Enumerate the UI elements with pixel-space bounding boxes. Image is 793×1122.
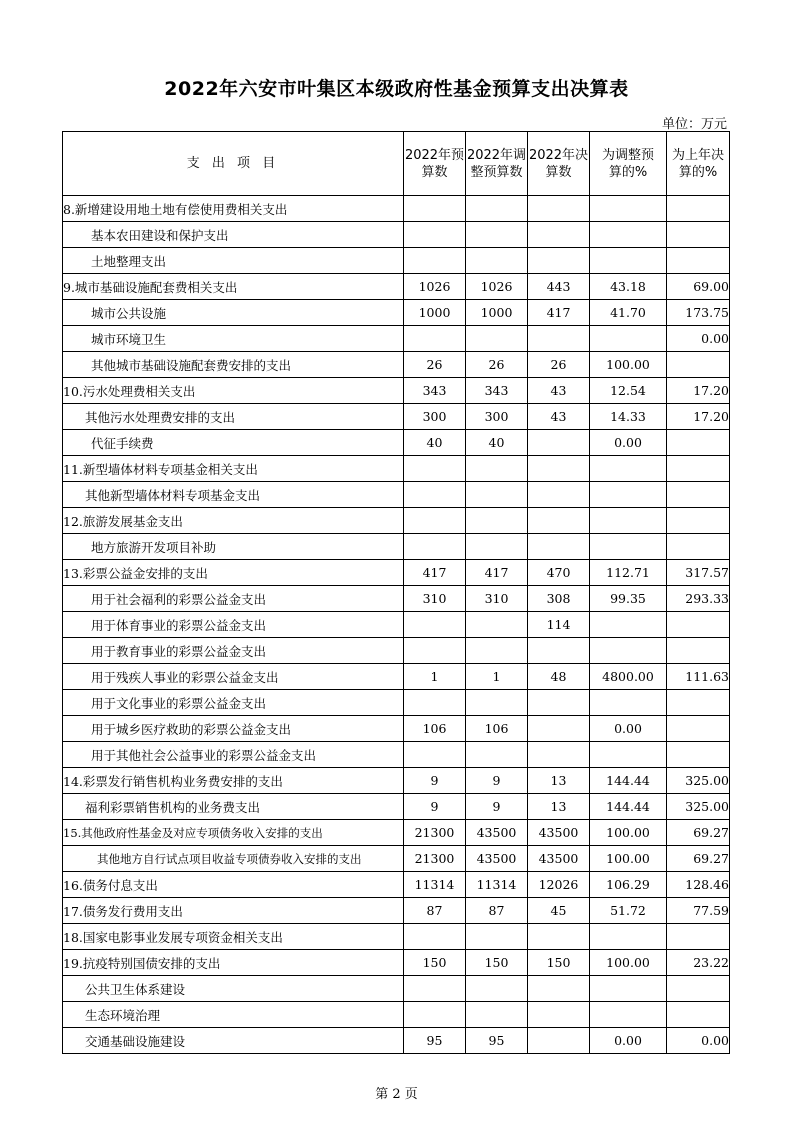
cell-adjusted: 106: [466, 716, 528, 742]
cell-pct-previous: 69.00: [667, 274, 730, 300]
cell-pct-previous: [667, 716, 730, 742]
table-row: [63, 404, 730, 430]
cell-pct-previous: 128.46: [667, 872, 730, 898]
cell-budget: [404, 326, 466, 352]
cell-adjusted: 43500: [466, 820, 528, 846]
row-item: 18.国家电影事业发展专项资金相关支出: [63, 924, 404, 950]
row-item: 用于其他社会公益事业的彩票公益金支出: [63, 742, 404, 768]
cell-final: [528, 248, 590, 274]
table-row: [63, 1002, 730, 1028]
cell-budget: [404, 690, 466, 716]
cell-pct-adjusted: 100.00: [590, 820, 667, 846]
row-item: 用于文化事业的彩票公益金支出: [63, 690, 404, 716]
row-item: 用于社会福利的彩票公益金支出: [63, 586, 404, 612]
cell-final: [528, 742, 590, 768]
cell-budget: 11314: [404, 872, 466, 898]
cell-budget: [404, 612, 466, 638]
cell-budget: 310: [404, 586, 466, 612]
table-row: [63, 846, 730, 872]
cell-final: [528, 976, 590, 1002]
table-row: [63, 1028, 730, 1054]
cell-pct-previous: [667, 196, 730, 222]
page-number: 第 2 页: [375, 1087, 418, 1102]
cell-pct-previous: 17.20: [667, 378, 730, 404]
cell-budget: 1: [404, 664, 466, 690]
cell-final: 43500: [528, 820, 590, 846]
cell-pct-adjusted: 43.18: [590, 274, 667, 300]
row-item: 17.债务发行费用支出: [63, 898, 404, 924]
cell-budget: [404, 482, 466, 508]
cell-pct-adjusted: [590, 326, 667, 352]
row-item: 交通基础设施建设: [63, 1028, 404, 1054]
table-row: [63, 742, 730, 768]
cell-final: 43500: [528, 846, 590, 872]
cell-budget: [404, 976, 466, 1002]
cell-final: 13: [528, 768, 590, 794]
cell-budget: 21300: [404, 820, 466, 846]
cell-final: 48: [528, 664, 590, 690]
table-row: [63, 768, 730, 794]
cell-pct-adjusted: 4800.00: [590, 664, 667, 690]
cell-final: [528, 690, 590, 716]
cell-pct-adjusted: 51.72: [590, 898, 667, 924]
cell-budget: 1026: [404, 274, 466, 300]
row-item: 福利彩票销售机构的业务费支出: [63, 794, 404, 820]
cell-pct-previous: [667, 1002, 730, 1028]
cell-budget: [404, 196, 466, 222]
cell-pct-previous: 0.00: [667, 326, 730, 352]
table-row: [63, 690, 730, 716]
cell-budget: 150: [404, 950, 466, 976]
cell-budget: [404, 534, 466, 560]
cell-final: [528, 638, 590, 664]
cell-final: 150: [528, 950, 590, 976]
cell-adjusted: 1000: [466, 300, 528, 326]
cell-adjusted: [466, 508, 528, 534]
cell-pct-adjusted: [590, 638, 667, 664]
row-item: 城市公共设施: [63, 300, 404, 326]
cell-final: [528, 482, 590, 508]
cell-final: 12026: [528, 872, 590, 898]
cell-adjusted: [466, 638, 528, 664]
cell-pct-previous: [667, 742, 730, 768]
cell-adjusted: [466, 924, 528, 950]
cell-pct-adjusted: 112.71: [590, 560, 667, 586]
row-item: 其他城市基础设施配套费安排的支出: [63, 352, 404, 378]
cell-adjusted: [466, 976, 528, 1002]
cell-adjusted: [466, 196, 528, 222]
table-row: [63, 326, 730, 352]
table-row: [63, 612, 730, 638]
cell-pct-adjusted: 14.33: [590, 404, 667, 430]
row-item: 城市环境卫生: [63, 326, 404, 352]
cell-pct-previous: [667, 924, 730, 950]
cell-adjusted: 417: [466, 560, 528, 586]
cell-final: [528, 456, 590, 482]
header-row: [63, 132, 730, 196]
budget-table: [62, 131, 730, 1054]
cell-budget: 9: [404, 768, 466, 794]
cell-adjusted: 11314: [466, 872, 528, 898]
row-item: 用于残疾人事业的彩票公益金支出: [63, 664, 404, 690]
row-item: 15.其他政府性基金及对应专项债务收入安排的支出: [63, 820, 404, 846]
cell-budget: [404, 248, 466, 274]
cell-budget: 1000: [404, 300, 466, 326]
table-row: [63, 248, 730, 274]
cell-budget: [404, 456, 466, 482]
row-item: 16.债务付息支出: [63, 872, 404, 898]
header-final: 2022年决 算数: [528, 132, 590, 196]
cell-pct-adjusted: [590, 456, 667, 482]
row-item: 其他污水处理费安排的支出: [63, 404, 404, 430]
row-item: 用于体育事业的彩票公益金支出: [63, 612, 404, 638]
row-item: 用于城乡医疗救助的彩票公益金支出: [63, 716, 404, 742]
table-row: [63, 898, 730, 924]
row-item: 8.新增建设用地土地有偿使用费相关支出: [63, 196, 404, 222]
row-item: 14.彩票发行销售机构业务费安排的支出: [63, 768, 404, 794]
table-row: [63, 534, 730, 560]
header-budget: 2022年预 算数: [404, 132, 466, 196]
cell-adjusted: 343: [466, 378, 528, 404]
cell-pct-adjusted: 100.00: [590, 352, 667, 378]
cell-pct-adjusted: [590, 742, 667, 768]
cell-adjusted: 95: [466, 1028, 528, 1054]
cell-pct-adjusted: [590, 924, 667, 950]
cell-final: [528, 430, 590, 456]
row-item: 用于教育事业的彩票公益金支出: [63, 638, 404, 664]
table-row: [63, 586, 730, 612]
table-row: [63, 378, 730, 404]
cell-final: [528, 196, 590, 222]
row-item: 10.污水处理费相关支出: [63, 378, 404, 404]
cell-final: [528, 1028, 590, 1054]
unit-label: 单位：万元: [661, 117, 727, 132]
table-row: [63, 482, 730, 508]
header-pct-previous: 为上年决 算的%: [667, 132, 730, 196]
cell-budget: [404, 742, 466, 768]
cell-adjusted: 150: [466, 950, 528, 976]
cell-pct-previous: [667, 612, 730, 638]
header-adjusted: 2022年调 整预算数: [466, 132, 528, 196]
row-item: 12.旅游发展基金支出: [63, 508, 404, 534]
cell-budget: [404, 924, 466, 950]
cell-adjusted: [466, 534, 528, 560]
cell-budget: [404, 1002, 466, 1028]
cell-budget: 9: [404, 794, 466, 820]
cell-pct-adjusted: 12.54: [590, 378, 667, 404]
cell-pct-previous: 69.27: [667, 846, 730, 872]
row-item: 公共卫生体系建设: [63, 976, 404, 1002]
cell-budget: 26: [404, 352, 466, 378]
cell-budget: 106: [404, 716, 466, 742]
cell-final: [528, 716, 590, 742]
row-item: 11.新型墙体材料专项基金相关支出: [63, 456, 404, 482]
cell-budget: 300: [404, 404, 466, 430]
cell-pct-adjusted: 106.29: [590, 872, 667, 898]
table-row: [63, 196, 730, 222]
table-row: [63, 508, 730, 534]
table-row: [63, 274, 730, 300]
cell-pct-adjusted: [590, 612, 667, 638]
cell-pct-adjusted: 41.70: [590, 300, 667, 326]
cell-pct-previous: 23.22: [667, 950, 730, 976]
cell-pct-adjusted: [590, 690, 667, 716]
cell-final: 13: [528, 794, 590, 820]
cell-pct-previous: [667, 976, 730, 1002]
cell-adjusted: [466, 456, 528, 482]
cell-adjusted: 9: [466, 794, 528, 820]
cell-adjusted: [466, 482, 528, 508]
cell-adjusted: 26: [466, 352, 528, 378]
cell-budget: [404, 508, 466, 534]
cell-pct-adjusted: 100.00: [590, 846, 667, 872]
cell-adjusted: 9: [466, 768, 528, 794]
cell-final: 26: [528, 352, 590, 378]
cell-pct-previous: 325.00: [667, 768, 730, 794]
document-title: 2022年六安市叶集区本级政府性基金预算支出决算表: [164, 78, 629, 100]
cell-pct-adjusted: [590, 248, 667, 274]
table-row: [63, 950, 730, 976]
table-row: [63, 300, 730, 326]
cell-pct-previous: 77.59: [667, 898, 730, 924]
table-row: [63, 560, 730, 586]
cell-pct-previous: 69.27: [667, 820, 730, 846]
cell-adjusted: 300: [466, 404, 528, 430]
cell-pct-previous: 173.75: [667, 300, 730, 326]
row-item: 13.彩票公益金安排的支出: [63, 560, 404, 586]
cell-pct-adjusted: 100.00: [590, 950, 667, 976]
header-pct-adjusted: 为调整预 算的%: [590, 132, 667, 196]
cell-pct-previous: 17.20: [667, 404, 730, 430]
cell-final: [528, 222, 590, 248]
cell-budget: [404, 638, 466, 664]
cell-pct-adjusted: [590, 508, 667, 534]
table-row: [63, 222, 730, 248]
row-item: 其他地方自行试点项目收益专项债券收入安排的支出: [63, 846, 404, 872]
table-row: [63, 664, 730, 690]
cell-adjusted: [466, 612, 528, 638]
cell-pct-adjusted: 144.44: [590, 794, 667, 820]
cell-budget: [404, 222, 466, 248]
row-item: 9.城市基础设施配套费相关支出: [63, 274, 404, 300]
cell-adjusted: [466, 222, 528, 248]
cell-pct-adjusted: 99.35: [590, 586, 667, 612]
row-item: 基本农田建设和保护支出: [63, 222, 404, 248]
cell-final: 308: [528, 586, 590, 612]
cell-final: 114: [528, 612, 590, 638]
cell-budget: 40: [404, 430, 466, 456]
table-row: [63, 872, 730, 898]
cell-budget: 417: [404, 560, 466, 586]
row-item: 生态环境治理: [63, 1002, 404, 1028]
table-row: [63, 352, 730, 378]
row-item: 地方旅游开发项目补助: [63, 534, 404, 560]
cell-budget: 87: [404, 898, 466, 924]
cell-adjusted: [466, 326, 528, 352]
cell-final: 45: [528, 898, 590, 924]
cell-adjusted: [466, 248, 528, 274]
cell-pct-adjusted: [590, 534, 667, 560]
cell-adjusted: [466, 1002, 528, 1028]
table-row: [63, 976, 730, 1002]
row-item: 19.抗疫特别国债安排的支出: [63, 950, 404, 976]
table-row: [63, 638, 730, 664]
cell-adjusted: 87: [466, 898, 528, 924]
cell-final: [528, 1002, 590, 1028]
cell-final: [528, 534, 590, 560]
cell-adjusted: 40: [466, 430, 528, 456]
cell-pct-previous: 111.63: [667, 664, 730, 690]
row-item: 土地整理支出: [63, 248, 404, 274]
cell-pct-previous: [667, 534, 730, 560]
table-row: [63, 820, 730, 846]
cell-pct-previous: [667, 638, 730, 664]
cell-final: [528, 326, 590, 352]
cell-pct-adjusted: [590, 196, 667, 222]
cell-adjusted: 43500: [466, 846, 528, 872]
cell-pct-previous: 0.00: [667, 1028, 730, 1054]
cell-pct-previous: [667, 456, 730, 482]
row-item: 代征手续费: [63, 430, 404, 456]
cell-final: 43: [528, 378, 590, 404]
cell-pct-adjusted: [590, 1002, 667, 1028]
cell-pct-previous: [667, 222, 730, 248]
cell-adjusted: 1: [466, 664, 528, 690]
cell-pct-previous: 325.00: [667, 794, 730, 820]
cell-pct-previous: 293.33: [667, 586, 730, 612]
table-row: [63, 924, 730, 950]
cell-pct-adjusted: [590, 976, 667, 1002]
table-row: [63, 794, 730, 820]
cell-final: [528, 508, 590, 534]
cell-pct-previous: 317.57: [667, 560, 730, 586]
cell-final: 417: [528, 300, 590, 326]
table-row: [63, 716, 730, 742]
cell-final: 443: [528, 274, 590, 300]
cell-budget: 21300: [404, 846, 466, 872]
cell-adjusted: 1026: [466, 274, 528, 300]
cell-final: [528, 924, 590, 950]
cell-budget: 343: [404, 378, 466, 404]
cell-final: 470: [528, 560, 590, 586]
cell-adjusted: [466, 690, 528, 716]
cell-pct-adjusted: 0.00: [590, 1028, 667, 1054]
cell-adjusted: [466, 742, 528, 768]
cell-pct-previous: [667, 482, 730, 508]
cell-pct-adjusted: 0.00: [590, 716, 667, 742]
cell-pct-adjusted: [590, 222, 667, 248]
table-row: [63, 456, 730, 482]
cell-pct-previous: [667, 248, 730, 274]
cell-adjusted: 310: [466, 586, 528, 612]
cell-budget: 95: [404, 1028, 466, 1054]
cell-pct-previous: [667, 508, 730, 534]
row-item: 其他新型墙体材料专项基金支出: [63, 482, 404, 508]
cell-pct-previous: [667, 430, 730, 456]
table-row: [63, 430, 730, 456]
cell-pct-adjusted: 144.44: [590, 768, 667, 794]
header-item: 支 出 项 目: [63, 132, 404, 196]
cell-pct-previous: [667, 352, 730, 378]
cell-pct-previous: [667, 690, 730, 716]
cell-final: 43: [528, 404, 590, 430]
cell-pct-adjusted: [590, 482, 667, 508]
cell-pct-adjusted: 0.00: [590, 430, 667, 456]
